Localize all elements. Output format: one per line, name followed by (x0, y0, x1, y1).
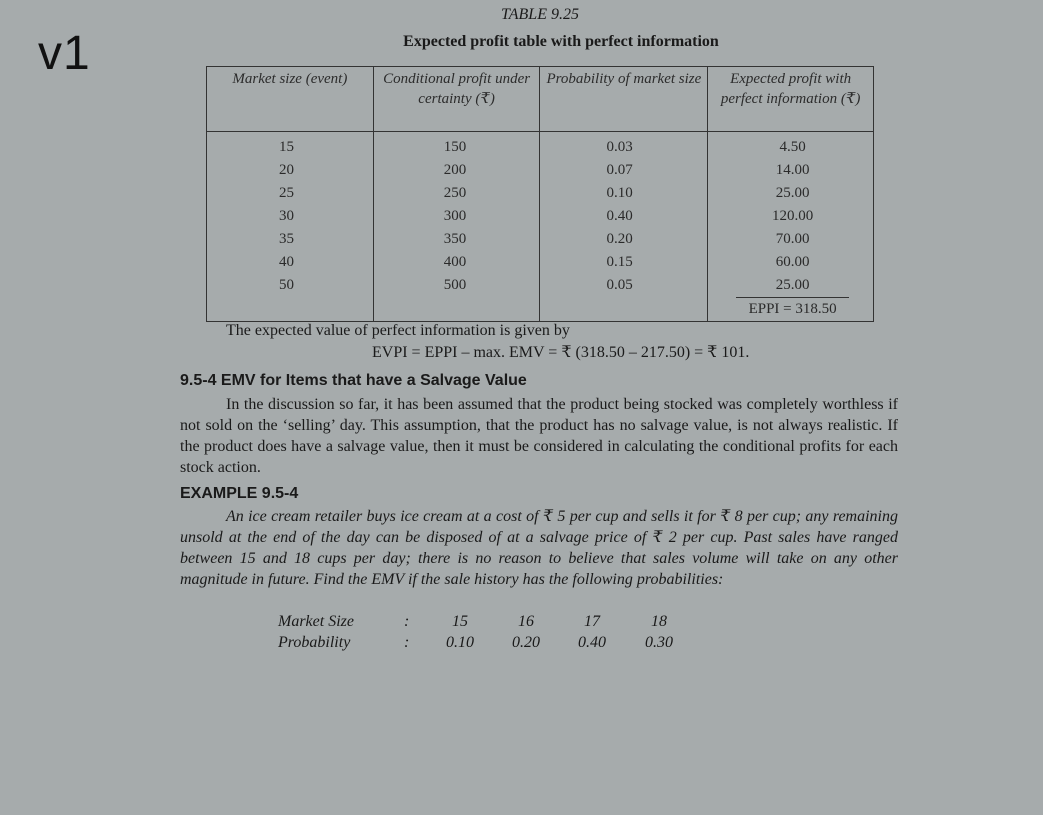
section-paragraph: In the discussion so far, it has been assumed that the product being stocked was completely worthless if not sold on the ‘selling’ day. This assumption, that the product has no salvage value, is not always realistic. If the product does have a salvage value, then it must be considered in calculating the conditional profits for each stock action. (180, 396, 898, 476)
probability-cell: 0.15 (606, 254, 633, 270)
probability-cell: 0.20 (606, 231, 633, 247)
market-size-value: 17 (584, 613, 600, 630)
probability-value: 0.20 (512, 634, 540, 651)
table-title: Expected profit table with perfect information (403, 33, 719, 50)
evpi-intro-text: The expected value of perfect information is given by (226, 322, 570, 339)
conditional-profit-cell: 200 (443, 162, 467, 178)
header-probability: Probability of market size (540, 67, 708, 132)
market-size-cell: 35 (279, 231, 294, 247)
market-size-value: 16 (518, 613, 534, 630)
probability-colon: : (404, 634, 410, 651)
market-size-cell: 40 (279, 254, 294, 270)
market-size-colon: : (404, 613, 410, 630)
conditional-profit-cell: 500 (443, 277, 467, 293)
conditional-profit-cell: 400 (443, 254, 467, 270)
market-size-column (207, 132, 374, 322)
market-size-value: 18 (651, 613, 667, 630)
market-size-cell: 25 (279, 185, 294, 201)
table-caption: TABLE 9.25 (501, 6, 579, 23)
probability-value: 0.30 (645, 634, 673, 651)
conditional-profit-cell: 350 (443, 231, 467, 247)
table-body-row (207, 132, 874, 322)
probability-value: 0.40 (578, 634, 606, 651)
header-conditional-profit: Conditional profit under certainty (₹) (373, 67, 540, 132)
probability-value: 0.10 (446, 634, 474, 651)
probability-column (540, 132, 708, 322)
table-header-row (207, 67, 874, 132)
header-market-size: Market size (event) (207, 67, 374, 132)
header-expected-profit: Expected profit with perfect information (₹) (708, 67, 874, 132)
market-size-cell: 20 (279, 162, 294, 178)
evpi-formula: EVPI = EPPI – max. EMV = ₹ (318.50 – 217.50) = ₹ 101. (372, 344, 750, 361)
section-heading: 9.5-4 EMV for Items that have a Salvage Value (180, 372, 527, 389)
probability-cell: 0.05 (606, 277, 633, 293)
conditional-profit-column (373, 132, 540, 322)
expected-profit-cell: 120.00 (771, 208, 814, 224)
version-label: v1 (38, 27, 91, 80)
probability-cell: 0.07 (606, 162, 633, 178)
expected-profit-cell: 60.00 (775, 254, 810, 270)
expected-profit-cell: 70.00 (775, 231, 810, 247)
expected-profit-cell: 25.00 (775, 185, 810, 201)
conditional-profit-cell: 150 (443, 139, 467, 155)
market-size-label: Market Size (278, 613, 354, 630)
probability-cell: 0.40 (606, 208, 633, 224)
probability-cell: 0.03 (606, 139, 633, 155)
conditional-profit-cell: 250 (443, 185, 467, 201)
market-size-cell: 30 (279, 208, 294, 224)
eppi-total: EPPI = 318.50 (748, 301, 837, 317)
expected-profit-column (708, 132, 874, 322)
market-size-cell: 15 (279, 139, 294, 155)
probability-cell: 0.10 (606, 185, 633, 201)
market-size-cell: 50 (279, 277, 294, 293)
example-heading: EXAMPLE 9.5-4 (180, 485, 299, 502)
probability-label: Probability (278, 634, 351, 651)
expected-profit-cell: 14.00 (775, 162, 810, 178)
market-size-value: 15 (452, 613, 468, 630)
expected-profit-cell: 4.50 (779, 139, 806, 155)
expected-profit-table (206, 66, 874, 322)
expected-profit-cell: 25.00 (775, 277, 810, 293)
conditional-profit-cell: 300 (443, 208, 467, 224)
example-paragraph: An ice cream retailer buys ice cream at a cost of ₹ 5 per cup and sells it for ₹ 8 per cup; any remaining unsold at the end of the day can be disposed of at a salvage price of ₹ 2 per cup. Past sales have ranged between 15 and 18 cups per day; there is no reason to believe that sales volume will take on any other magnitude in future. Find the EMV if the sale history has the following probabilities: (180, 508, 898, 588)
